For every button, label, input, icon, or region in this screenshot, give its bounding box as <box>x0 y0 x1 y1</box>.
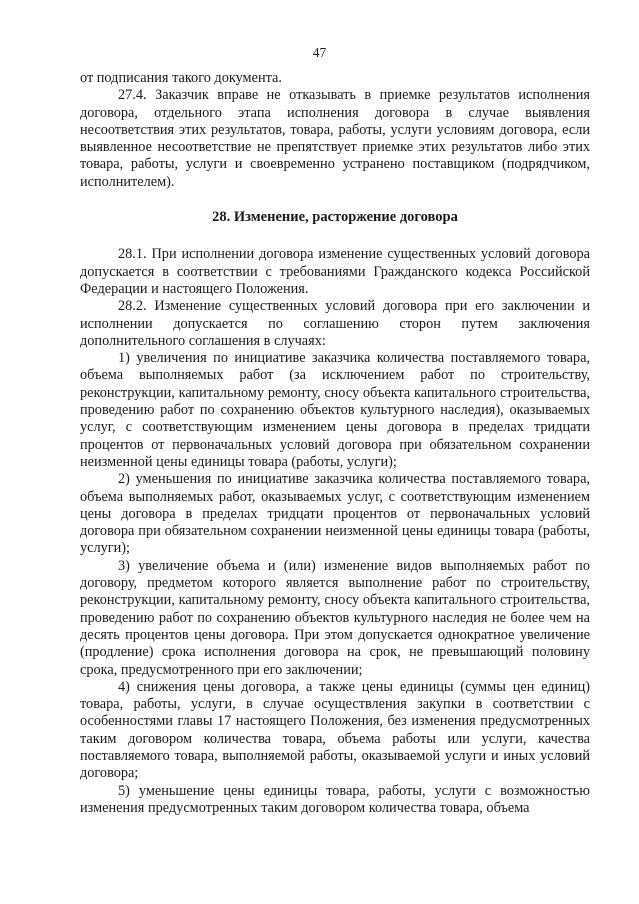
paragraph-continuation: от подписания такого документа. <box>80 70 282 86</box>
section-heading: 28. Изменение, расторжение договора <box>212 209 458 226</box>
paragraph-28-1: 28.1. При исполнении договора изменение существенных условий договора допускается в соответствии с требованиями Гражданского кодекса Российской Федерации и настоящего Положения. <box>80 246 590 297</box>
paragraph-28-2: 28.2. Изменение существенных условий договора при его заключении и исполнении допускается по соглашению сторон путем заключения дополнительного соглашения в случаях: <box>80 298 590 349</box>
list-item-4: 4) снижения цены договора, а также цены единицы (суммы цен единиц) товара, работы, услуги, в случае осуществления закупки в соответствии с особенностями главы 17 настоящего Положения, без изменения предусмотренных таким договором количества товара, объема работы или услуги, качества поставляемого товара, выполняемой работы, оказываемой услуги и иных условий договора; <box>80 678 590 782</box>
list-item-3: 3) увеличение объема и (или) изменение видов выполняемых работ по договору, предметом которого является выполнение работ по строительству, реконструкции, капитальному ремонту, сносу объекта капитального строительства, проведению работ по сохранению объектов культурного наследия не более чем на десять процентов цены договора. При этом допускается однократное увеличение (продление) срока исполнения договора на срок, не превышающий половину срока, предусмотренного при его заключении; <box>80 557 590 678</box>
document-body <box>80 70 590 817</box>
list-item-1: 1) увеличения по инициативе заказчика количества поставляемого товара, объема выполняемых работ (за исключением работ по строительству, реконструкции, капитальному ремонту, сносу объекта капитального строительства, проведению работ по сохранению объектов культурного наследия), оказываемых услуг, с соответствующим изменением цены договора в пределах тридцати процентов от первоначальных условий договора при обязательном сохранении неизменной цены единицы товара (работы, услуги); <box>80 350 590 470</box>
list-item-5: 5) уменьшение цены единицы товара, работы, услуги с возможностью изменения предусмотренных таким договором количества товара, объема <box>80 782 590 816</box>
page-number: 47 <box>312 45 327 60</box>
paragraph-27-4: 27.4. Заказчик вправе не отказывать в приемке результатов исполнения договора, отдельного этапа исполнения договора в случае выявления несоответствия этих результатов, товара, работы, услуги условиям договора, если выявленное несоответствие не препятствует приемке этих результатов либо этих товара, работы, услуги и своевременно устранено поставщиком (подрядчиком, исполнителем). <box>80 87 590 190</box>
list-item-2: 2) уменьшения по инициативе заказчика количества поставляемого товара, объема выполняемых работ, оказываемых услуг, с соответствующим изменением цены договора в пределах тридцати процентов от первоначальных условий договора при обязательном сохранении неизменной цены единицы товара (работы, услуги); <box>80 471 590 557</box>
